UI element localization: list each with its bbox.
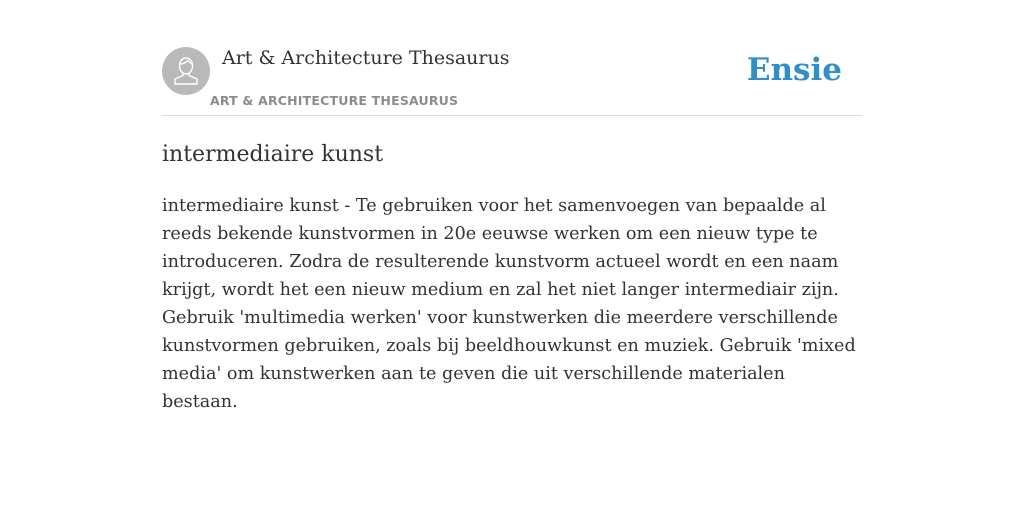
definition-text: intermediaire kunst - Te gebruiken voor het samenvoegen van bepaalde al reeds bekende kunstvormen in 20e eeuwse werken om een nieuw type te introduceren. Zodra de resulterende kunstvorm actueel wordt en een naam krijgt, wordt het een nieuw medium en zal het niet langer intermediair zijn. Gebruik 'multimedia werken' voor kunstwerken die meerdere verschillende kunstvormen gebruiken, zoals bij beeldhouwkunst en muziek. Gebruik 'mixed media' om kunstwerken aan te geven die uit verschillende materialen bestaan.	[162, 196, 856, 412]
source-title[interactable]: Art & Architecture Thesaurus	[222, 47, 510, 69]
source-subtitle[interactable]: ART & ARCHITECTURE THESAURUS	[210, 93, 459, 108]
source-header	[162, 0, 862, 116]
user-avatar-icon[interactable]	[162, 47, 210, 95]
page-title: intermediaire kunst	[162, 142, 384, 167]
user-silhouette-icon	[162, 47, 210, 95]
page-container	[162, 0, 862, 412]
ensie-logo[interactable]: Ensie	[746, 52, 842, 88]
